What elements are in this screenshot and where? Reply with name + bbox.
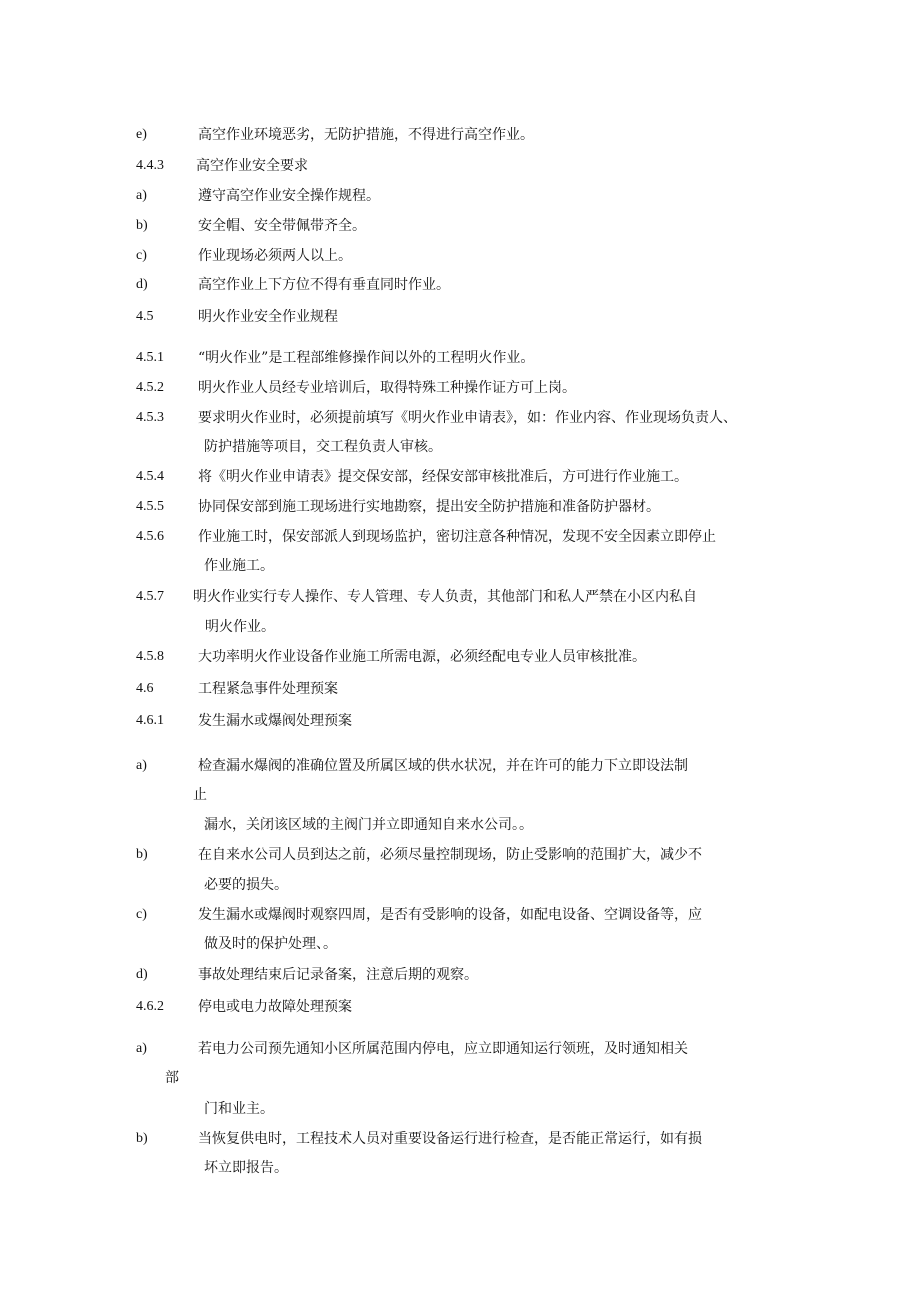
section-number: 4.4.3 bbox=[136, 158, 164, 173]
item-text: “明火作业”是工程部维修操作间以外的工程明火作业。 bbox=[198, 350, 535, 366]
item-text: 发生漏水或爆阀时观察四周，是否有受影响的设备，如配电设备、空调设备等，应 bbox=[198, 907, 702, 923]
item-text: 若电力公司预先通知小区所属范围内停电，应立即通知运行领班，及时通知相关 bbox=[198, 1041, 688, 1057]
item-label: a) bbox=[136, 188, 147, 203]
item-text-continuation: 坏立即报告。 bbox=[204, 1160, 288, 1176]
item-text-continuation: 部 bbox=[165, 1070, 179, 1086]
section-number: 4.5.7 bbox=[136, 589, 164, 604]
item-label: d) bbox=[136, 277, 148, 292]
item-text-continuation: 必要的损失。 bbox=[204, 877, 288, 893]
section-number: 4.6.2 bbox=[136, 999, 164, 1014]
section-heading: 工程紧急事件处理预案 bbox=[198, 681, 338, 697]
section-number: 4.6.1 bbox=[136, 713, 164, 728]
item-text: 作业现场必须两人以上。 bbox=[198, 248, 352, 264]
item-text-continuation: 漏水，关闭该区域的主阀门并立即通知自来水公司。。 bbox=[204, 817, 533, 833]
item-text-continuation: 做及时的保护处理、。 bbox=[204, 936, 337, 952]
item-text: 要求明火作业时，必须提前填写《明火作业申请表》，如：作业内容、作业现场负责人、 bbox=[198, 410, 737, 426]
item-text: 将《明火作业申请表》提交保安部，经保安部审核批准后，方可进行作业施工。 bbox=[198, 469, 688, 485]
item-label: b) bbox=[136, 1131, 148, 1146]
item-text: 明火作业人员经专业培训后，取得特殊工种操作证方可上岗。 bbox=[198, 380, 576, 396]
item-text: 检查漏水爆阀的准确位置及所属区域的供水状况，并在许可的能力下立即设法制 bbox=[198, 758, 688, 774]
item-text: 当恢复供电时，工程技术人员对重要设备运行进行检查，是否能正常运行，如有损 bbox=[198, 1131, 702, 1147]
item-label: c) bbox=[136, 907, 147, 922]
section-number: 4.5.4 bbox=[136, 469, 164, 484]
item-text: 高空作业上下方位不得有垂直同时作业。 bbox=[198, 277, 450, 293]
section-number: 4.6 bbox=[136, 681, 154, 696]
item-label: a) bbox=[136, 1041, 147, 1056]
section-number: 4.5.6 bbox=[136, 529, 164, 544]
item-text-continuation: 防护措施等项目，交工程负责人审核。 bbox=[204, 439, 442, 455]
section-number: 4.5.3 bbox=[136, 410, 164, 425]
item-text: 在自来水公司人员到达之前，必须尽量控制现场，防止受影响的范围扩大，减少不 bbox=[198, 847, 702, 863]
section-heading: 发生漏水或爆阀处理预案 bbox=[198, 713, 352, 729]
item-label: e) bbox=[136, 127, 147, 142]
section-heading: 高空作业安全要求 bbox=[196, 158, 308, 174]
item-label: b) bbox=[136, 218, 148, 233]
item-text: 安全帽、安全带佩带齐全。 bbox=[198, 218, 366, 234]
item-text: 事故处理结束后记录备案，注意后期的观察。 bbox=[198, 967, 478, 983]
section-heading: 明火作业安全作业规程 bbox=[198, 309, 338, 325]
item-label: d) bbox=[136, 967, 148, 982]
item-text-continuation: 止 bbox=[193, 787, 207, 803]
item-text: 高空作业环境恶劣，无防护措施，不得进行高空作业。 bbox=[198, 127, 534, 143]
item-text-continuation: 作业施工。 bbox=[204, 558, 274, 574]
section-number: 4.5.8 bbox=[136, 649, 164, 664]
item-label: b) bbox=[136, 847, 148, 862]
item-text-continuation: 门和业主。 bbox=[204, 1101, 274, 1117]
item-text: 协同保安部到施工现场进行实地勘察，提出安全防护措施和准备防护器材。 bbox=[198, 499, 660, 515]
item-label: a) bbox=[136, 758, 147, 773]
item-text: 作业施工时，保安部派人到现场监护，密切注意各种情况，发现不安全因素立即停止 bbox=[198, 529, 716, 545]
section-number: 4.5.2 bbox=[136, 380, 164, 395]
item-label: c) bbox=[136, 248, 147, 263]
item-text: 遵守高空作业安全操作规程。 bbox=[198, 188, 380, 204]
section-number: 4.5.5 bbox=[136, 499, 164, 514]
section-number: 4.5.1 bbox=[136, 350, 164, 365]
item-text: 明火作业实行专人操作、专人管理、专人负责，其他部门和私人严禁在小区内私自 bbox=[193, 589, 697, 605]
item-text-continuation: 明火作业。 bbox=[205, 619, 275, 635]
section-number: 4.5 bbox=[136, 309, 154, 324]
section-heading: 停电或电力故障处理预案 bbox=[198, 999, 352, 1015]
item-text: 大功率明火作业设备作业施工所需电源，必须经配电专业人员审核批准。 bbox=[198, 649, 646, 665]
